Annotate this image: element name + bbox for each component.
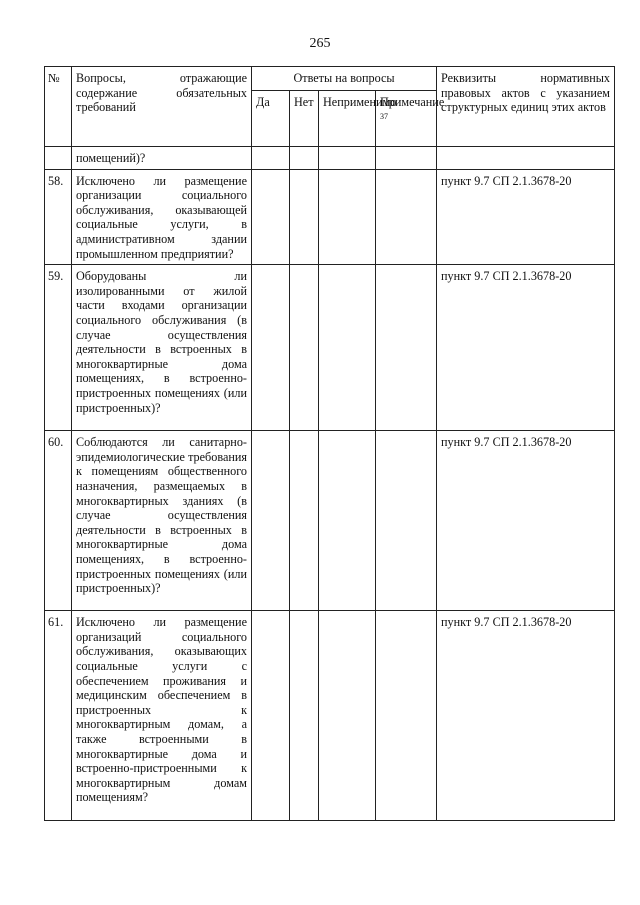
row-requisite: пункт 9.7 СП 2.1.3678-20 bbox=[437, 265, 615, 431]
answer-note-cell[interactable] bbox=[376, 265, 437, 431]
row-question: Оборудованы ли изолированными от жилой части входами организации социального обслуживания (в случае осуществления деятельности в встроенных в многоквартирные дома помещениях, в встроенно-пристроенных помещениях (или пристроенных)? bbox=[72, 265, 252, 431]
answer-yes-cell[interactable] bbox=[252, 611, 290, 821]
answer-yes-cell[interactable] bbox=[252, 431, 290, 611]
answer-note-cell[interactable] bbox=[376, 431, 437, 611]
header-question: Вопросы, отражающие содержание обязательных требований bbox=[72, 67, 252, 147]
answer-no-cell[interactable] bbox=[290, 611, 319, 821]
row-number: 60. bbox=[45, 431, 72, 611]
answer-note-cell[interactable] bbox=[376, 611, 437, 821]
header-no: Нет bbox=[290, 91, 319, 147]
header-na: Неприменимо bbox=[319, 91, 376, 147]
requirements-table bbox=[44, 66, 615, 821]
row-question: Соблюдаются ли санитарно-эпидемиологические требования к помещениям общественного назначения, размещаемых в многоквартирных зданиях (в случае осуществления деятельности в встроенных в многоквартирные дома помещениях, в встроенно-пристроенных помещениях (или пристроенных)? bbox=[72, 431, 252, 611]
answer-na-cell[interactable] bbox=[319, 169, 376, 265]
header-note-label: Примечание bbox=[380, 95, 445, 109]
table-row bbox=[45, 431, 615, 611]
row-number: 58. bbox=[45, 169, 72, 265]
page-number: 265 bbox=[309, 36, 331, 51]
row-question: Исключено ли размещение организаций социального обслуживания, оказывающих социальные услуги с обеспечением проживания и медицинским обеспечением в пристроенных к многоквартирным домам, а также встроенными в многоквартирные дома и встроенно-пристроенными к многоквартирным домам помещениям? bbox=[72, 611, 252, 821]
answer-no-cell[interactable] bbox=[290, 431, 319, 611]
footnote-ref: 37 bbox=[380, 111, 388, 121]
row-question: Исключено ли размещение организации социального обслуживания, оказывающей социальные услуги, в административном здании промышленном предприятии? bbox=[72, 169, 252, 265]
row-number: 61. bbox=[45, 611, 72, 821]
row-requisite: пункт 9.7 СП 2.1.3678-20 bbox=[437, 169, 615, 265]
table-row bbox=[45, 169, 615, 265]
header-note bbox=[376, 91, 445, 147]
answer-note-cell[interactable] bbox=[376, 169, 437, 265]
header-num: № bbox=[45, 67, 72, 147]
row-number: 59. bbox=[45, 265, 72, 431]
row-requisite: пункт 9.7 СП 2.1.3678-20 bbox=[437, 611, 615, 821]
continuation-row bbox=[45, 147, 615, 170]
cont-na-cell bbox=[319, 147, 376, 170]
answer-na-cell[interactable] bbox=[319, 265, 376, 431]
cont-req-cell bbox=[437, 147, 615, 170]
answer-na-cell[interactable] bbox=[319, 431, 376, 611]
cont-note-cell bbox=[376, 147, 437, 170]
cont-num-cell bbox=[45, 147, 72, 170]
answer-no-cell[interactable] bbox=[290, 169, 319, 265]
header-requisites: Реквизиты нормативных правовых актов с указанием структурных единиц этих актов bbox=[437, 67, 615, 147]
row-requisite: пункт 9.7 СП 2.1.3678-20 bbox=[437, 431, 615, 611]
answer-yes-cell[interactable] bbox=[252, 265, 290, 431]
cont-yes-cell bbox=[252, 147, 290, 170]
answer-no-cell[interactable] bbox=[290, 265, 319, 431]
answer-yes-cell[interactable] bbox=[252, 169, 290, 265]
cont-no-cell bbox=[290, 147, 319, 170]
header-row bbox=[45, 67, 615, 91]
table-row bbox=[45, 611, 615, 821]
header-answers: Ответы на вопросы bbox=[252, 67, 437, 91]
continuation-text: помещений)? bbox=[72, 147, 252, 170]
answer-na-cell[interactable] bbox=[319, 611, 376, 821]
header-yes: Да bbox=[252, 91, 290, 147]
table-row bbox=[45, 265, 615, 431]
